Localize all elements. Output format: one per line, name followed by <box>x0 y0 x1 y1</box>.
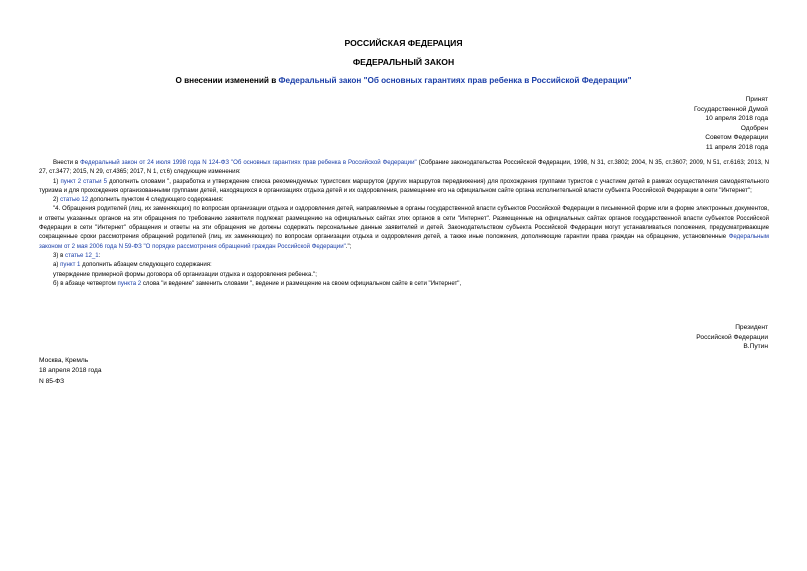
subitem-a-number: а) <box>53 261 61 269</box>
footer-line: 18 апреля 2018 года <box>39 367 102 375</box>
approval-line: Принят <box>745 96 768 103</box>
subitem-a-link[interactable]: пункт 1 <box>60 261 81 269</box>
signature-line: В.Путин <box>743 343 768 351</box>
item-1-number: 1) <box>53 177 61 185</box>
subitem-b-text: слова "и ведение" заменить словами ", ведение и размещение на своем официальном сайте в сети "Интернет", <box>141 279 462 287</box>
approval-line: 10 апреля 2018 года <box>705 115 768 123</box>
item-1-text: дополнить словами ", разработка и утверждение списка рекомендуемых туристских маршрутов (других маршрутов передвижения) для прохождения группами туристов с участием детей в рамках осуществления самодеятельного туризма и для прохождения организованными группами детей, находящихся в организациях отдыха детей и их оздоровления, размещение его на официальном сайте органа исполнительной власти субъекта Российской Федерации в сети "Интернет"; <box>39 177 769 194</box>
item-3-end: : <box>98 251 101 259</box>
intro-rest: (Собрание законодательства Российской Федерации, 1998, N 31, ст.3802; 2004, N 35, ст.3607; 2009, N 51, ст.6163; 2013, N 27, ст.3477; 2015, N 29, ст.4365; 2017, N 1, ст.6) следующие изменения: <box>39 159 770 176</box>
quote-text: "4. Обращения родителей (лиц, их заменяющих) по вопросам организации отдыха и оздоровления детей, направляемые в органы государственной власти субъектов Российской Федерации в письменной форме или в форме электронных документов, и ответы указанных органов на эти обращения по требованию заявителя подлежат размещению на официальных сайтах этих органов в сети "Интернет". Размещенные на официальных сайтах органов государственной власти субъектов Российской Федерации в сети "Интернет" обращения и ответы на эти обращения не должны содержать персональные данные заявителей и детей. Законодательством субъекта Российской Федерации могут устанавливаться положения, предусматривающие сокращенные сроки рассмотрения обращений родителей (лиц, их заменяющих) по вопросам организации отдыха и оздоровления детей, а также иные положения, дополняющие гарантии права граждан на обращение, установленные <box>39 205 769 241</box>
country-heading: РОССИЙСКАЯ ФЕДЕРАЦИЯ <box>344 38 463 48</box>
quote-law-link[interactable]: Федеральным законом от 2 мая 2006 года N 59-ФЗ "О порядке рассмотрения обращений граждан Российской Федерации" <box>39 233 769 250</box>
intro-law-title-link[interactable]: "Об основных гарантиях прав ребенка в Российской Федерации" <box>231 159 417 166</box>
approval-line: 11 апреля 2018 года <box>705 143 768 151</box>
approval-line: Советом Федерации <box>705 134 768 142</box>
item-1-link[interactable]: пункт 2 статьи 5 <box>60 177 108 185</box>
footer-line: Москва, Кремль <box>39 357 89 364</box>
law-title-prefix: О внесении изменений в <box>175 76 279 85</box>
item-3-link[interactable]: статье 12_1 <box>65 251 99 259</box>
item-2-text: дополнить пунктом 4 следующего содержания: <box>88 196 224 204</box>
item-2-paragraph <box>39 195 769 204</box>
law-type-heading: ФЕДЕРАЛЬНЫЙ ЗАКОН <box>352 57 455 67</box>
intro-start: Внести в <box>53 159 81 166</box>
item-3-number: 3) в <box>53 251 66 259</box>
signature-block <box>696 323 768 352</box>
item-2-quote-paragraph <box>39 204 769 250</box>
approval-block <box>694 95 768 153</box>
subitem-a-quote-paragraph: утверждение примерной формы договора об организации отдыха и оздоровления ребенка."; <box>53 270 317 278</box>
approval-line: Одобрен <box>740 124 768 132</box>
intro-paragraph <box>39 158 769 177</box>
subitem-a-paragraph <box>39 260 769 269</box>
intro-law-link[interactable]: Федеральный закон от 24 июля 1998 года N 124-ФЗ <box>80 159 230 166</box>
item-2-link[interactable]: статью 12 <box>60 196 89 204</box>
item-2-number: 2) <box>53 196 61 204</box>
law-title <box>0 76 807 85</box>
subitem-b-start: б) в абзаце четвертом <box>53 279 118 287</box>
signature-line: Президент <box>735 324 768 331</box>
approval-line: Государственной Думой <box>694 105 768 113</box>
item-1-paragraph <box>39 177 769 196</box>
signature-line: Российской Федерации <box>696 333 768 341</box>
subitem-a-text: дополнить абзацем следующего содержания: <box>80 261 212 269</box>
subitem-b-paragraph <box>39 279 769 288</box>
law-body <box>39 158 769 288</box>
subitem-b-link[interactable]: пункта 2 <box>117 279 142 287</box>
law-title-link[interactable]: Федеральный закон "Об основных гарантиях прав ребенка в Российской Федерации" <box>278 76 632 85</box>
place-date-block <box>39 356 102 387</box>
footer-line: N 85-ФЗ <box>39 377 65 385</box>
item-3-paragraph <box>39 251 769 260</box>
quote-end: ."; <box>345 242 352 250</box>
